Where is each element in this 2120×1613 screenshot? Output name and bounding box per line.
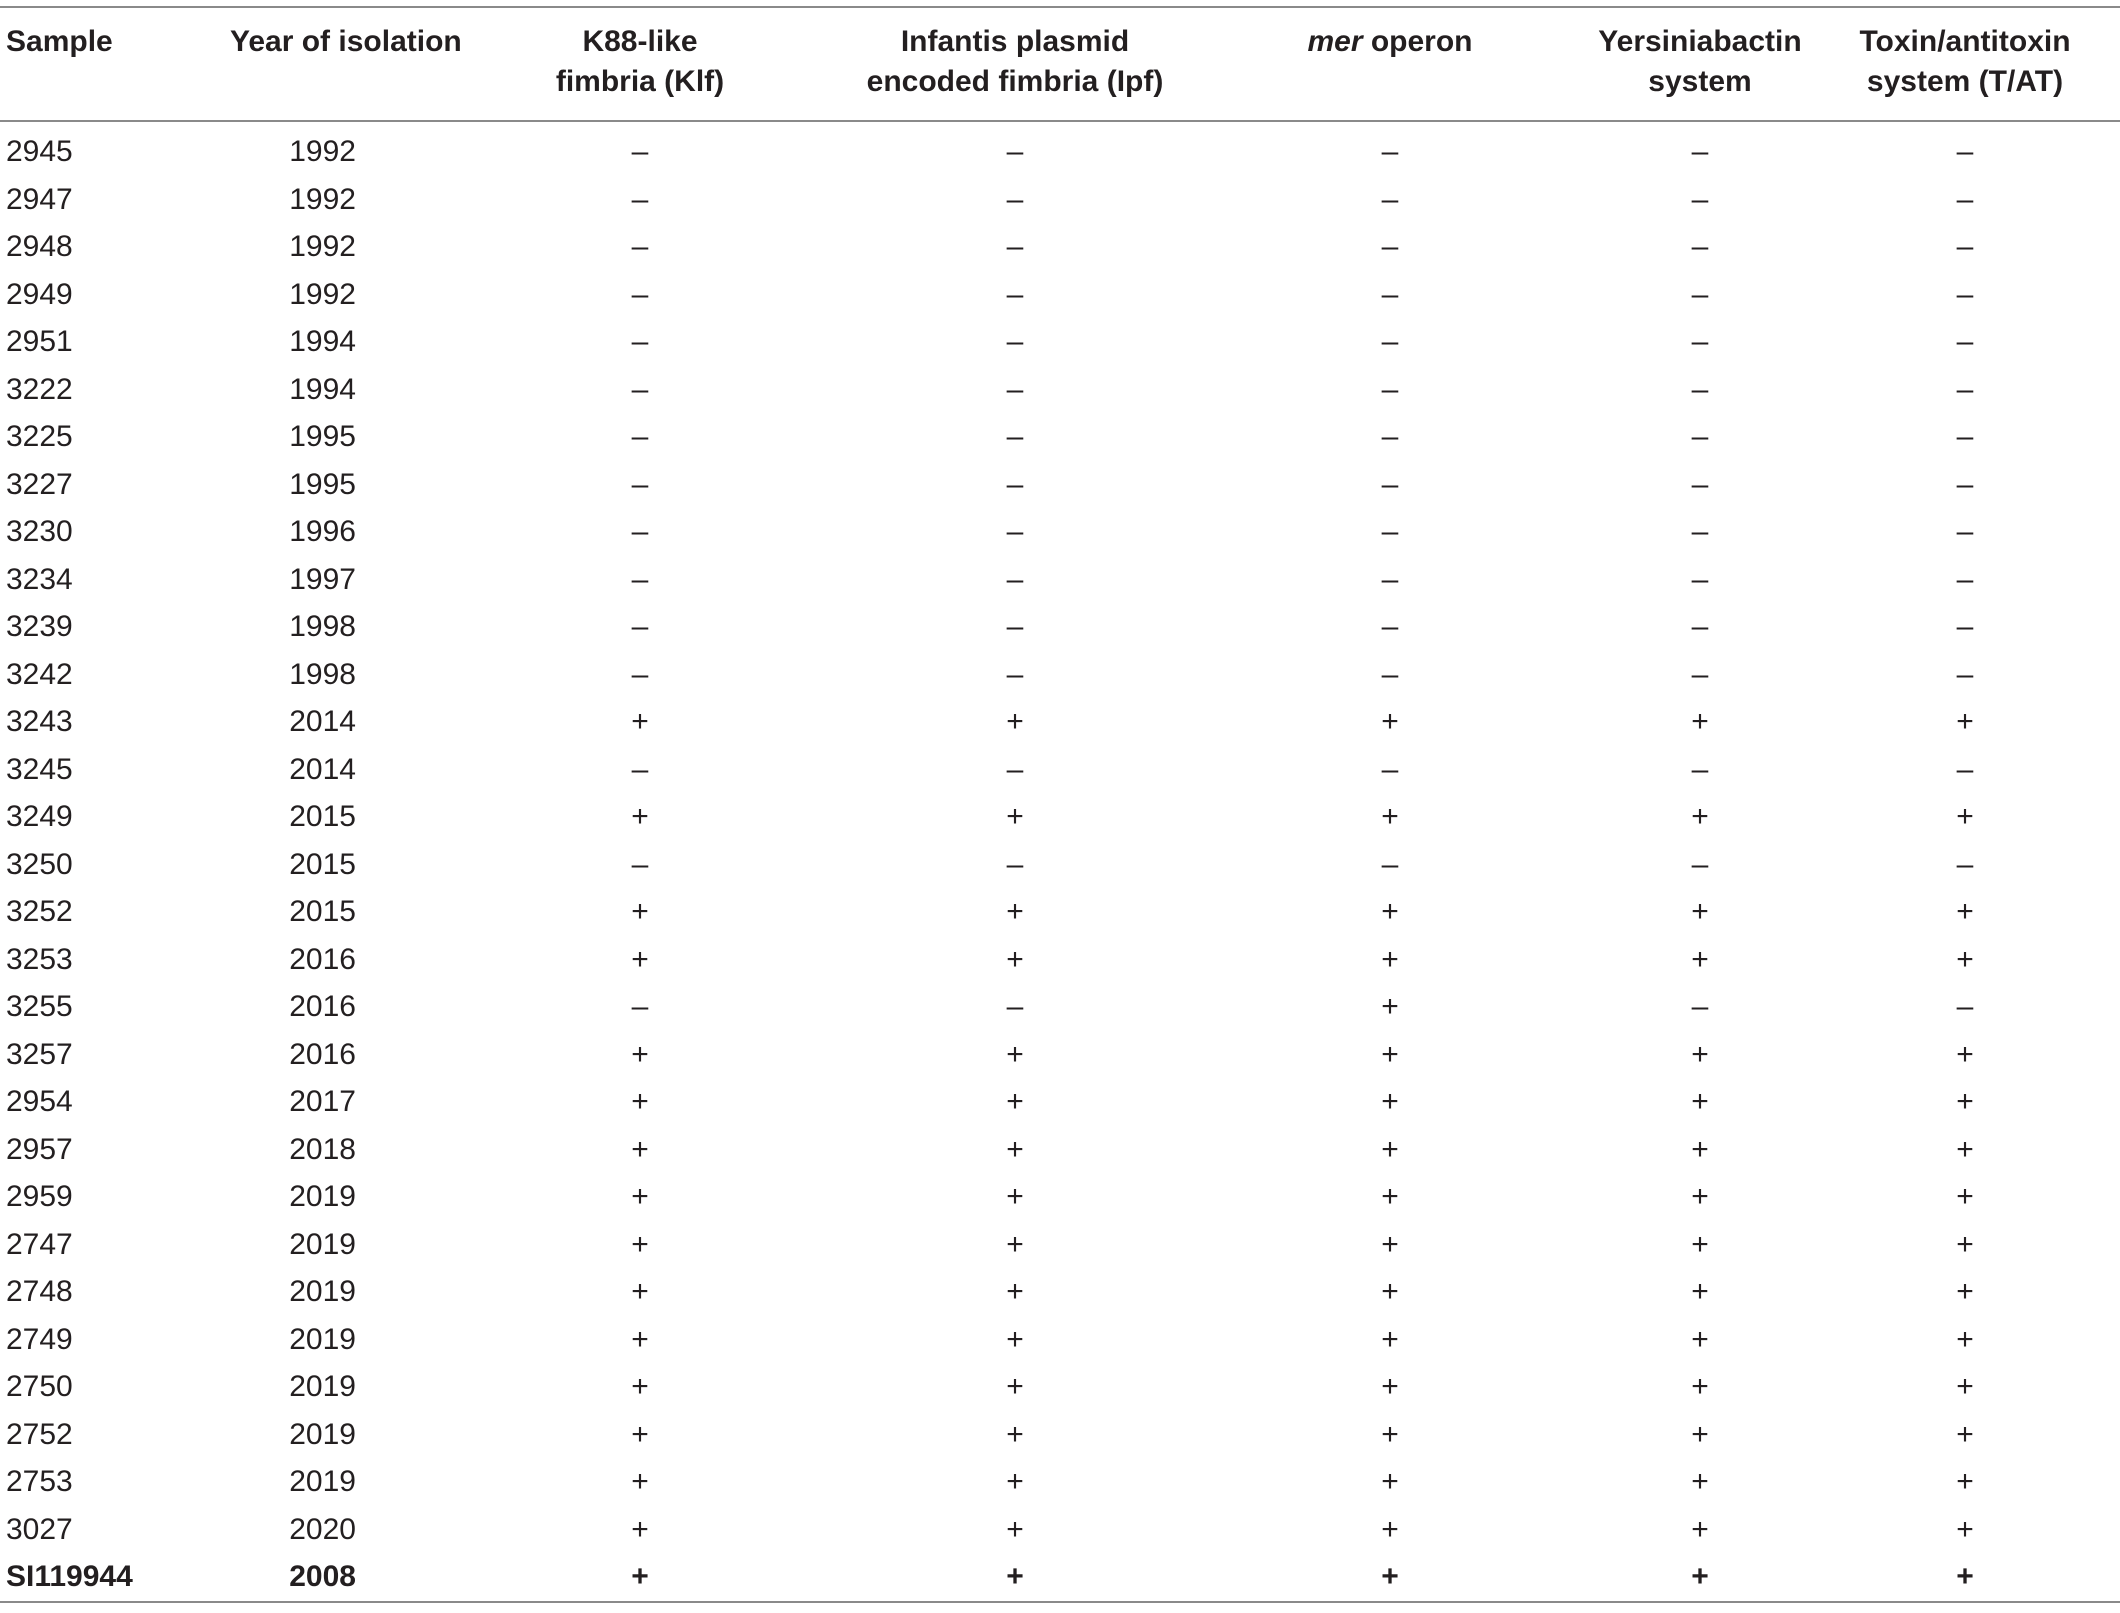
header-sample	[0, 7, 230, 121]
cell-yersiniabactin: –	[1691, 182, 1709, 216]
cell-sample: 2945	[6, 135, 73, 168]
cell-year: 1997	[289, 562, 356, 596]
cell-klf: +	[631, 800, 649, 833]
cell-toxin-antitoxin: +	[1956, 800, 1974, 833]
cell-klf: +	[631, 1275, 649, 1308]
cell-toxin-antitoxin: –	[1956, 467, 1974, 501]
cell-yersiniabactin: +	[1691, 1275, 1709, 1308]
cell-year: 2019	[289, 1275, 356, 1308]
cell-year: 2020	[289, 1512, 356, 1546]
cell-sample: 2949	[6, 277, 73, 311]
cell-sample: 3242	[6, 657, 73, 691]
cell-ipf: –	[1006, 372, 1024, 406]
cell-mer: +	[1381, 942, 1399, 976]
cell-year: 2018	[289, 1132, 356, 1166]
cell-sample: 3027	[6, 1512, 73, 1546]
cell-mer: –	[1381, 230, 1399, 263]
cell-ipf: +	[1006, 1512, 1024, 1546]
cell-sample: 3222	[6, 372, 73, 406]
cell-year: 2016	[289, 990, 356, 1023]
cell-klf: –	[631, 990, 649, 1023]
cell-year: 2016	[289, 1037, 356, 1071]
cell-year: 1996	[289, 515, 356, 548]
cell-toxin-antitoxin: –	[1956, 182, 1974, 216]
cell-toxin-antitoxin: –	[1956, 847, 1974, 881]
table-header	[0, 7, 2120, 121]
cell-yersiniabactin: +	[1691, 1512, 1709, 1546]
cell-ipf: –	[1006, 610, 1024, 643]
cell-yersiniabactin: +	[1691, 1370, 1709, 1403]
table-row	[0, 1268, 2120, 1316]
table-row	[0, 1553, 2120, 1602]
cell-yersiniabactin: +	[1691, 1322, 1709, 1356]
cell-klf: –	[631, 752, 649, 786]
cell-year: 2014	[289, 752, 356, 786]
cell-mer: +	[1381, 1417, 1399, 1451]
cell-mer: +	[1381, 1275, 1399, 1308]
cell-ipf: –	[1006, 325, 1024, 358]
header-mer-italic: mer	[1307, 25, 1363, 58]
cell-toxin-antitoxin: –	[1956, 325, 1974, 358]
cell-year: 1998	[289, 657, 356, 691]
cell-mer: +	[1381, 1180, 1399, 1213]
cell-ipf: +	[1006, 1037, 1024, 1071]
cell-yersiniabactin: +	[1691, 1465, 1709, 1498]
cell-sample: 3230	[6, 515, 73, 548]
cell-toxin-antitoxin: +	[1956, 1180, 1974, 1213]
cell-sample: SI119944	[0, 1553, 230, 1602]
cell-toxin-antitoxin: +	[1956, 1085, 1974, 1118]
cell-year: 2015	[289, 800, 356, 833]
header-ipf-line2: encoded fimbria (Ipf)	[866, 65, 1164, 98]
cell-klf: +	[631, 1370, 649, 1403]
cell-sample: 3243	[6, 705, 73, 738]
cell-yersiniabactin: –	[1691, 515, 1709, 548]
cell-sample: 3227	[6, 467, 73, 501]
cell-yersiniabactin: –	[1691, 230, 1709, 263]
cell-klf: –	[631, 610, 649, 643]
cell-yersiniabactin: –	[1691, 135, 1709, 168]
cell-klf: –	[631, 467, 649, 501]
cell-ipf: –	[1006, 515, 1024, 548]
cell-klf: +	[631, 1180, 649, 1213]
cell-ipf: –	[1006, 847, 1024, 881]
cell-ipf: –	[1006, 277, 1024, 311]
cell-year: 2019	[289, 1227, 356, 1261]
header-year-label: Year of isolation	[230, 25, 462, 58]
cell-year: 2015	[289, 895, 356, 928]
cell-sample: 3245	[6, 752, 73, 786]
cell-toxin-antitoxin: +	[1956, 1512, 1974, 1546]
table-row	[0, 1363, 2120, 1411]
cell-sample: 2753	[6, 1465, 73, 1498]
table-row	[0, 366, 2120, 414]
cell-year: 2017	[289, 1085, 356, 1118]
cell-yersiniabactin: +	[1691, 895, 1709, 928]
cell-yersiniabactin: –	[1691, 847, 1709, 881]
table-row	[0, 651, 2120, 699]
cell-ipf: +	[840, 1553, 1190, 1602]
cell-year: 2015	[289, 847, 356, 881]
cell-ipf: +	[1006, 1180, 1024, 1213]
cell-year: 1992	[289, 135, 356, 168]
cell-klf: –	[631, 325, 649, 358]
cell-toxin-antitoxin: –	[1956, 135, 1974, 168]
cell-klf: +	[631, 1132, 649, 1166]
cell-sample: 3225	[6, 420, 73, 453]
cell-yersiniabactin: +	[1691, 1417, 1709, 1451]
header-tat-line1: Toxin/antitoxin	[1859, 25, 2071, 58]
cell-yersiniabactin: +	[1691, 1227, 1709, 1261]
cell-ipf: –	[1006, 182, 1024, 216]
table-container	[0, 6, 2120, 1603]
cell-yersiniabactin: –	[1691, 467, 1709, 501]
cell-toxin-antitoxin: –	[1956, 420, 1974, 453]
cell-yersiniabactin: –	[1691, 420, 1709, 453]
cell-yersiniabactin: +	[1691, 1132, 1709, 1166]
table-row	[0, 271, 2120, 319]
cell-klf: –	[631, 515, 649, 548]
table-row	[0, 461, 2120, 509]
cell-year: 1998	[289, 610, 356, 643]
cell-year: 1994	[289, 372, 356, 406]
cell-ipf: –	[1006, 990, 1024, 1023]
cell-yersiniabactin: +	[1691, 705, 1709, 738]
cell-mer: –	[1381, 420, 1399, 453]
cell-sample: 2750	[6, 1370, 73, 1403]
cell-sample: 2947	[6, 182, 73, 216]
cell-klf: –	[631, 847, 649, 881]
table-row	[0, 1126, 2120, 1174]
table-row	[0, 1458, 2120, 1506]
cell-mer: +	[1190, 1553, 1590, 1602]
cell-mer: –	[1381, 372, 1399, 406]
cell-yersiniabactin: –	[1691, 277, 1709, 311]
table-row	[0, 841, 2120, 889]
table-row	[0, 888, 2120, 936]
cell-ipf: –	[1006, 467, 1024, 501]
cell-ipf: +	[1006, 1085, 1024, 1118]
cell-klf: –	[631, 135, 649, 168]
cell-klf: –	[631, 562, 649, 596]
cell-ipf: –	[1006, 657, 1024, 691]
cell-yersiniabactin: –	[1691, 562, 1709, 596]
cell-mer: +	[1381, 1085, 1399, 1118]
table-row	[0, 318, 2120, 366]
cell-klf: –	[631, 277, 649, 311]
cell-year: 2016	[289, 942, 356, 976]
cell-ipf: –	[1006, 135, 1024, 168]
cell-toxin-antitoxin: +	[1956, 1227, 1974, 1261]
cell-toxin-antitoxin: –	[1956, 562, 1974, 596]
cell-year: 2008	[230, 1553, 440, 1602]
table-row	[0, 413, 2120, 461]
cell-yersiniabactin: –	[1691, 752, 1709, 786]
cell-ipf: –	[1006, 230, 1024, 263]
header-tat-line2: system (T/AT)	[1866, 65, 2064, 98]
table-row	[0, 983, 2120, 1031]
cell-ipf: +	[1006, 1465, 1024, 1498]
cell-mer: –	[1381, 657, 1399, 691]
cell-mer: +	[1381, 1512, 1399, 1546]
cell-sample: 2951	[6, 325, 73, 358]
cell-year: 2019	[289, 1465, 356, 1498]
cell-mer: –	[1381, 467, 1399, 501]
cell-klf: +	[631, 1465, 649, 1498]
cell-yersiniabactin: –	[1691, 372, 1709, 406]
cell-ipf: –	[1006, 752, 1024, 786]
cell-toxin-antitoxin: +	[1956, 895, 1974, 928]
cell-ipf: +	[1006, 1275, 1024, 1308]
cell-sample: 3253	[6, 942, 73, 976]
header-year	[230, 7, 462, 121]
cell-klf: –	[631, 372, 649, 406]
cell-mer: –	[1381, 515, 1399, 548]
cell-sample: 2752	[6, 1417, 73, 1451]
cell-toxin-antitoxin: +	[1810, 1553, 2120, 1602]
cell-ipf: +	[1006, 895, 1024, 928]
header-row	[0, 7, 2120, 121]
cell-klf: +	[631, 942, 649, 976]
cell-yersiniabactin: –	[1691, 657, 1709, 691]
header-yersiniabactin	[1590, 7, 1810, 121]
cell-year: 1992	[289, 182, 356, 216]
cell-year: 2014	[289, 705, 356, 738]
table-row	[0, 1078, 2120, 1126]
cell-ipf: +	[1006, 1132, 1024, 1166]
table-row	[0, 1221, 2120, 1269]
header-mer	[1190, 7, 1590, 121]
table-row	[0, 1173, 2120, 1221]
cell-sample: 2954	[6, 1085, 73, 1118]
cell-mer: +	[1381, 1037, 1399, 1071]
cell-ipf: –	[1006, 420, 1024, 453]
cell-sample: 3234	[6, 562, 73, 596]
cell-klf: +	[631, 705, 649, 738]
cell-sample: 3250	[6, 847, 73, 881]
cell-mer: –	[1381, 847, 1399, 881]
cell-yersiniabactin: +	[1691, 1037, 1709, 1071]
cell-klf: +	[631, 895, 649, 928]
table-row	[0, 936, 2120, 984]
cell-toxin-antitoxin: +	[1956, 1132, 1974, 1166]
cell-mer: +	[1381, 895, 1399, 928]
header-ipf	[840, 7, 1190, 121]
cell-yersiniabactin: +	[1691, 1085, 1709, 1118]
cell-ipf: +	[1006, 1370, 1024, 1403]
cell-ipf: +	[1006, 705, 1024, 738]
table-row	[0, 1411, 2120, 1459]
cell-yersiniabactin: –	[1691, 325, 1709, 358]
cell-sample: 2948	[6, 230, 73, 263]
cell-mer: +	[1381, 705, 1399, 738]
cell-sample: 3249	[6, 800, 73, 833]
cell-ipf: +	[1006, 1322, 1024, 1356]
cell-mer: –	[1381, 135, 1399, 168]
cell-year: 1995	[289, 420, 356, 453]
cell-mer: +	[1381, 800, 1399, 833]
table-row	[0, 556, 2120, 604]
table-body	[0, 121, 2120, 1602]
header-ipf-line1: Infantis plasmid	[900, 25, 1130, 58]
cell-sample: 2747	[6, 1227, 73, 1261]
cell-toxin-antitoxin: –	[1956, 657, 1974, 691]
header-klf-line2: fimbria (Klf)	[555, 65, 725, 98]
cell-mer: +	[1381, 990, 1399, 1023]
table-row	[0, 1316, 2120, 1364]
cell-mer: –	[1381, 325, 1399, 358]
cell-toxin-antitoxin: +	[1956, 1275, 1974, 1308]
table-row	[0, 176, 2120, 224]
cell-klf: –	[631, 230, 649, 263]
cell-sample: 3255	[6, 990, 73, 1023]
table-row	[0, 1031, 2120, 1079]
cell-yersiniabactin: +	[1691, 942, 1709, 976]
cell-klf: +	[440, 1553, 840, 1602]
cell-year: 2019	[289, 1417, 356, 1451]
cell-klf: –	[631, 182, 649, 216]
table-row	[0, 1506, 2120, 1554]
cell-sample: 3257	[6, 1037, 73, 1071]
cell-yersiniabactin: –	[1691, 610, 1709, 643]
cell-mer: –	[1381, 752, 1399, 786]
cell-toxin-antitoxin: +	[1956, 1322, 1974, 1356]
cell-toxin-antitoxin: +	[1956, 1370, 1974, 1403]
cell-ipf: –	[1006, 562, 1024, 596]
cell-klf: +	[631, 1322, 649, 1356]
cell-sample: 2957	[6, 1132, 73, 1166]
cell-toxin-antitoxin: +	[1956, 1037, 1974, 1071]
cell-sample: 3252	[6, 895, 73, 928]
header-klf	[440, 7, 840, 121]
table-row	[0, 793, 2120, 841]
cell-yersiniabactin: +	[1691, 1180, 1709, 1213]
cell-toxin-antitoxin: –	[1956, 277, 1974, 311]
cell-klf: +	[631, 1037, 649, 1071]
cell-mer: +	[1381, 1227, 1399, 1261]
cell-year: 2019	[289, 1322, 356, 1356]
cell-klf: +	[631, 1512, 649, 1546]
cell-mer: –	[1381, 277, 1399, 311]
cell-yersiniabactin: +	[1691, 800, 1709, 833]
cell-sample: 2959	[6, 1180, 73, 1213]
cell-year: 1995	[289, 467, 356, 501]
cell-year: 2019	[289, 1180, 356, 1213]
table-row	[0, 508, 2120, 556]
isolate-feature-table	[0, 6, 2120, 1603]
cell-sample: 2749	[6, 1322, 73, 1356]
cell-mer: –	[1381, 182, 1399, 216]
cell-toxin-antitoxin: –	[1956, 372, 1974, 406]
cell-sample: 2748	[6, 1275, 73, 1308]
header-yers-line1: Yersiniabactin	[1598, 25, 1802, 58]
cell-ipf: +	[1006, 1227, 1024, 1261]
cell-toxin-antitoxin: +	[1956, 1417, 1974, 1451]
cell-year: 2019	[289, 1370, 356, 1403]
header-klf-line1: K88-like	[582, 25, 698, 58]
cell-mer: +	[1381, 1465, 1399, 1498]
cell-year: 1992	[289, 230, 356, 263]
cell-ipf: +	[1006, 942, 1024, 976]
cell-toxin-antitoxin: +	[1956, 1465, 1974, 1498]
table-row	[0, 603, 2120, 651]
cell-year: 1992	[289, 277, 356, 311]
cell-sample: 3239	[6, 610, 73, 643]
cell-klf: –	[631, 420, 649, 453]
cell-toxin-antitoxin: –	[1956, 230, 1974, 263]
cell-mer: –	[1381, 562, 1399, 596]
table-row	[0, 698, 2120, 746]
cell-yersiniabactin: –	[1691, 990, 1709, 1023]
cell-toxin-antitoxin: +	[1956, 942, 1974, 976]
table-row	[0, 223, 2120, 271]
cell-toxin-antitoxin: –	[1956, 610, 1974, 643]
cell-mer: +	[1381, 1322, 1399, 1356]
cell-mer: +	[1381, 1132, 1399, 1166]
cell-klf: +	[631, 1227, 649, 1261]
cell-year: 1994	[289, 325, 356, 358]
cell-mer: +	[1381, 1370, 1399, 1403]
cell-toxin-antitoxin: –	[1956, 515, 1974, 548]
cell-klf: +	[631, 1085, 649, 1118]
cell-ipf: +	[1006, 1417, 1024, 1451]
cell-yersiniabactin: +	[1590, 1553, 1810, 1602]
header-toxin-antitoxin	[1810, 7, 2120, 121]
cell-toxin-antitoxin: +	[1956, 705, 1974, 738]
cell-toxin-antitoxin: –	[1956, 752, 1974, 786]
table-row	[0, 746, 2120, 794]
table-row	[0, 121, 2120, 176]
header-sample-label: Sample	[6, 25, 113, 58]
cell-ipf: +	[1006, 800, 1024, 833]
header-yers-line2: system	[1648, 65, 1752, 98]
cell-klf: +	[631, 1417, 649, 1451]
cell-mer: –	[1381, 610, 1399, 643]
cell-klf: –	[631, 657, 649, 691]
header-mer-rest: operon	[1362, 25, 1473, 58]
cell-toxin-antitoxin: –	[1956, 990, 1974, 1023]
